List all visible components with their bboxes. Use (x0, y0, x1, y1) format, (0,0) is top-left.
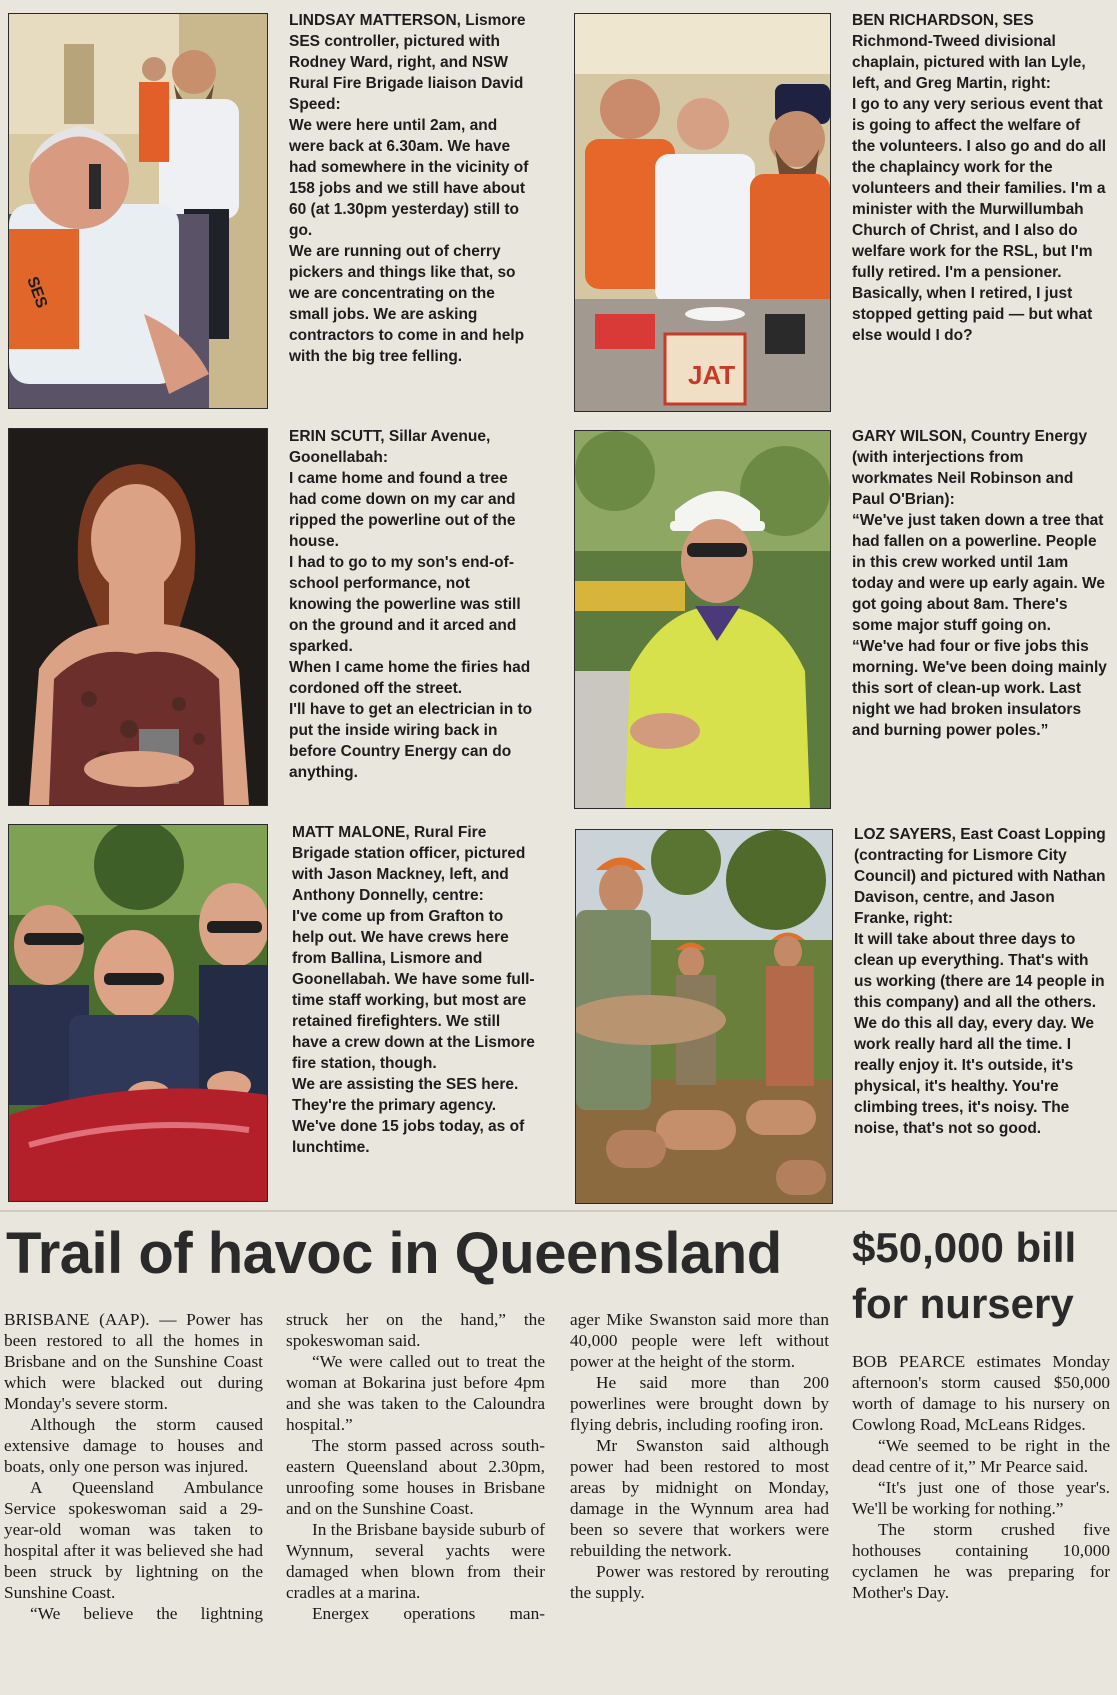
article-paragraph: Power was restored by rerouting the supply. (570, 1562, 829, 1602)
article-queensland-column-1 (4, 1309, 263, 1624)
caption-paragraph: I'll have to get an electrician in to put the inside wiring back in before Country Energy can do anything. (289, 701, 533, 781)
caption-paragraph: LINDSAY MATTERSON, Lismore SES controller, pictured with Rodney Ward, right, and NSW Rural Fire Brigade liaison David Speed: (289, 12, 526, 113)
article-queensland-column-2 (286, 1309, 545, 1624)
article-paragraph: ager Mike Swanston said more than 40,000 people were left without power at the height of the storm. (570, 1310, 829, 1371)
article-paragraph: “We believe the lightning (30, 1604, 263, 1623)
article-paragraph: The storm passed across south-eastern Queensland about 2.30pm, unroofing some houses in Brisbane and on the Sunshine Coast. (286, 1436, 545, 1518)
photo-loz-sayers (575, 829, 833, 1204)
article-paragraph: He said more than 200 powerlines were brought down by flying debris, including roofing iron. (570, 1373, 829, 1434)
caption-paragraph: I've come up from Grafton to help out. We have crews here from Ballina, Lismore and Goonellabah. We have some full-time staff working, but most are retained firefighters. We still have a crew down at the Lismore fire station, though. (292, 908, 535, 1072)
caption-paragraph: I go to any very serious event that is going to affect the welfare of the volunteers. I also go and do all the chaplaincy work for the volunteers and their families. I'm a minister with the Murwillumbah Church of Christ, and I also do welfare work for the RSL, but I'm fully retired. I'm a pensioner. Basically, when I retired, I just stopped getting paid — but what else would I do? (852, 96, 1107, 344)
caption-paragraph: MATT MALONE, Rural Fire Brigade station officer, pictured with Jason Mackney, left, and Anthony Donnelly, centre: (292, 824, 526, 904)
article-paragraph: A Queensland Ambulance Service spokeswoman said a 29-year-old woman was taken to hospital after it was believed she had been struck by lightning on the Sunshine Coast. (4, 1478, 263, 1602)
caption-loz-sayers (854, 824, 1110, 1139)
article-paragraph: Although the storm caused extensive damage to houses and boats, only one person was injured. (4, 1415, 263, 1476)
headline-nursery-line-1: $50,000 bill (852, 1224, 1077, 1271)
caption-paragraph: We are assisting the SES here. They're the primary agency. We've done 15 jobs today, as of lunchtime. (292, 1076, 525, 1156)
article-paragraph: BOB PEARCE estimates Monday afternoon's storm caused $50,000 worth of damage to his nursery on Cowlong Road, McLeans Ridges. (852, 1352, 1110, 1434)
article-paragraph: Mr Swanston said although power had been restored to most areas by midnight on Monday, damage in the Wynnum area had been so severe that workers were rebuilding the network. (570, 1436, 829, 1560)
caption-ben-richardson (852, 10, 1107, 346)
caption-paragraph: It will take about three days to clean up everything. That's with us working (there are 14 people in this company) and all the others. We do this all day, every day. We work really hard all the time. I really enjoy it. It's outside, it's physical, it's healthy. You're climbing trees, it's noisy. The noise, that's not so good. (854, 931, 1105, 1137)
caption-paragraph: “We've just taken down a tree that had fallen on a powerline. People in this crew worked until 1am today and were up early again. We got going about 8am. There's some major stuff going on. (852, 512, 1105, 634)
caption-matt-malone (292, 822, 538, 1158)
caption-paragraph: I had to go to my son's end-of-school performance, not knowing the powerline was still on the ground and it arced and sparked. (289, 554, 521, 655)
section-divider (0, 1210, 1117, 1212)
vest-lettering: SES (23, 274, 51, 311)
caption-paragraph: When I came home the firies had cordoned off the street. (289, 659, 531, 697)
box-lettering: JAT (688, 360, 736, 390)
caption-paragraph: I came home and found a tree had come down on my car and ripped the powerline out of the house. (289, 470, 516, 550)
article-paragraph: BRISBANE (AAP). — Power has been restored to all the homes in Brisbane and on the Sunshine Coast which were blacked out during Monday's severe storm. (4, 1310, 263, 1413)
headline-nursery-line-2: for nursery (852, 1280, 1074, 1327)
caption-gary-wilson (852, 426, 1107, 741)
article-paragraph: “We were called out to treat the woman at Bokarina just before 4pm and she was taken to the Caloundra hospital.” (286, 1352, 545, 1434)
caption-paragraph: BEN RICHARDSON, SES Richmond-Tweed divisional chaplain, pictured with Ian Lyle, left, and Greg Martin, right: (852, 12, 1086, 92)
caption-paragraph: We were here until 2am, and were back at 6.30am. We have had somewhere in the vicinity of 158 jobs and we still have about 60 (at 1.30pm yesterday) still to go. (289, 117, 529, 239)
article-paragraph: struck her on the hand,” the spokeswoman said. (286, 1310, 545, 1350)
article-paragraph: “It's just one of those year's. We'll be working for nothing.” (852, 1478, 1110, 1518)
caption-paragraph: ERIN SCUTT, Sillar Avenue, Goonellabah: (289, 428, 491, 466)
caption-erin-scutt (289, 426, 535, 783)
photo-gary-wilson (574, 430, 831, 809)
headline-queensland: Trail of havoc in Queensland (6, 1221, 782, 1286)
photo-matt-malone (8, 824, 268, 1202)
photo-ben-richardson (574, 13, 831, 412)
article-paragraph: The storm crushed five hothouses containing 10,000 cyclamen he was preparing for Mother's Day. (852, 1520, 1110, 1602)
article-paragraph: In the Brisbane bayside suburb of Wynnum, several yachts were damaged when blown from their cradles at a marina. (286, 1520, 545, 1602)
caption-lindsay-matterson (289, 10, 535, 367)
photo-erin-scutt (8, 428, 268, 806)
caption-paragraph: “We've had four or five jobs this morning. We've been doing mainly this sort of clean-up work. Last night we had broken insulators and burning power poles.” (852, 638, 1107, 739)
article-paragraph: “We seemed to be right in the dead centre of it,” Mr Pearce said. (852, 1436, 1110, 1476)
caption-paragraph: GARY WILSON, Country Energy (with interjections from workmates Neil Robinson and Paul O'Brian): (852, 428, 1088, 508)
caption-paragraph: LOZ SAYERS, East Coast Lopping (contracting for Lismore City Council) and pictured with Nathan Davison, centre, and Jason Franke, right: (854, 826, 1106, 927)
article-nursery-column (852, 1351, 1110, 1603)
article-paragraph: Energex operations man- (312, 1604, 545, 1623)
article-queensland-column-3 (570, 1309, 829, 1603)
caption-paragraph: We are running out of cherry pickers and things like that, so we are concentrating on the small jobs. We are asking contractors to come in and help with the big tree felling. (289, 243, 525, 365)
photo-lindsay-matterson (8, 13, 268, 409)
